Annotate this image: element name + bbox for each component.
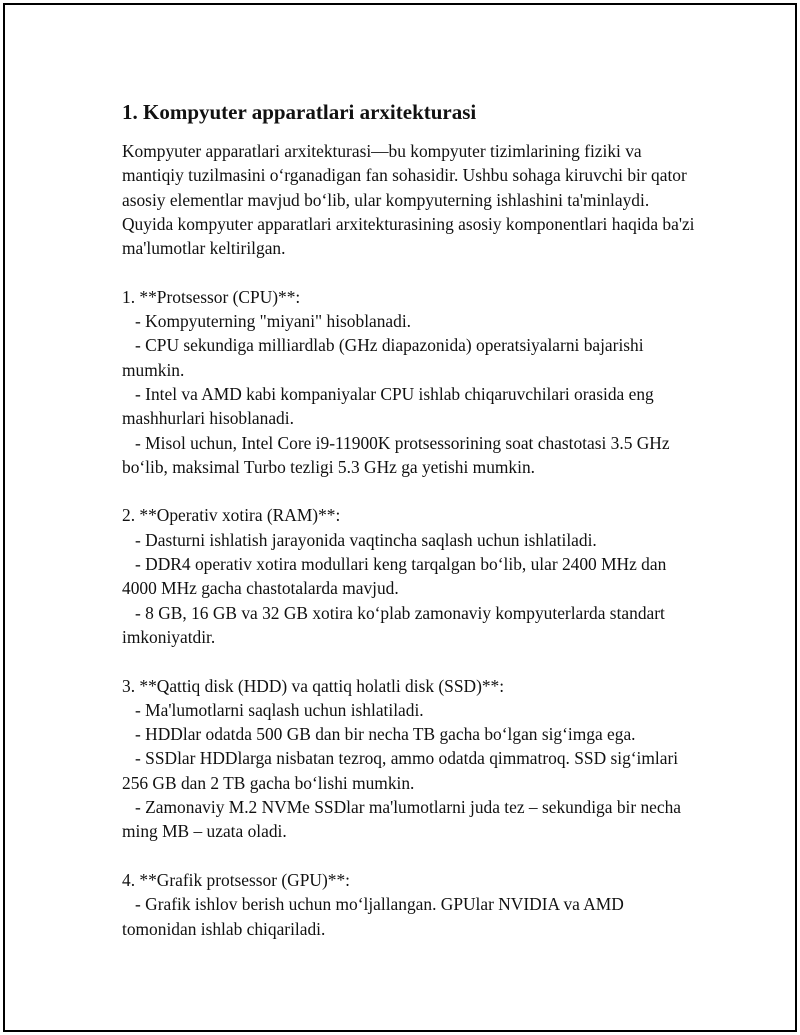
list-item: - Grafik ishlov berish uchun mo‘ljallangan. GPUlar NVIDIA va AMD tomonidan ishlab chiqariladi. [122, 894, 629, 939]
paragraph-gap [122, 649, 702, 673]
section-heading: 2. **Operativ xotira (RAM)**: [122, 505, 341, 526]
page-frame [3, 3, 797, 1032]
list-item: - Intel va AMD kabi kompaniyalar CPU ishlab chiqaruvchilari orasida eng mashhurlari hisoblanadi. [122, 383, 659, 429]
list-item: - DDR4 operativ xotira modullari keng tarqalgan bo‘lib, ular 2400 MHz dan 4000 MHz gacha chastotalarda mavjud. [122, 554, 671, 599]
list-item: - Misol uchun, Intel Core i9-11900K protsessorining soat chastotasi 3.5 GHz bo‘lib, maksimal Turbo tezligi 5.3 GHz ga yetishi mumkin. [122, 432, 674, 477]
section-heading: 3. **Qattiq disk (HDD) va qattiq holatli disk (SSD)**: [122, 675, 505, 696]
paragraph-gap [122, 844, 702, 868]
intro-paragraph: Kompyuter apparatlari arxitekturasi—bu kompyuter tizimlarining fiziki va mantiqiy tuzilmasini o‘rganadigan fan sohasidir. Ushbu sohaga kiruvchi bir qator asosiy elementlar mavjud bo‘lib, ular kompyuterning ishlashini ta'minlaydi. Quyida kompyuter apparatlari arxitekturasining asosiy komponentlari haqida ba'zi ma'lumotlar keltirilgan. [122, 141, 699, 259]
section-storage [122, 674, 702, 844]
section-heading: 4. **Grafik protsessor (GPU)**: [122, 869, 350, 890]
list-item: - HDDlar odatda 500 GB dan bir necha TB gacha bo‘lgan sig‘imga ega. [122, 724, 636, 745]
list-item: - SSDlar HDDlarga nisbatan tezroq, ammo odatda qimmatroq. SSD sig‘imlari 256 GB dan 2 TB gacha bo‘lishi mumkin. [122, 748, 683, 793]
section-heading: 1. **Protsessor (CPU)**: [122, 286, 301, 307]
list-item: - Ma'lumotlarni saqlash uchun ishlatiladi. [122, 699, 424, 720]
list-item: - Zamonaviy M.2 NVMe SSDlar ma'lumotlarni juda tez – sekundiga bir necha ming MB – uzata oladi. [122, 797, 686, 842]
list-item: - Kompyuterning "miyani" hisoblanadi. [122, 311, 412, 332]
section-ram [122, 503, 702, 649]
section-cpu [122, 285, 702, 479]
list-item: - CPU sekundiga milliardlab (GHz diapazonida) operatsiyalarni bajarishi mumkin. [122, 335, 648, 380]
list-item: - 8 GB, 16 GB va 32 GB xotira ko‘plab zamonaviy kompyuterlarda standart imkoniyatdir. [122, 602, 670, 647]
section-gpu [122, 868, 702, 941]
list-item: - Dasturni ishlatish jarayonida vaqtincha saqlash uchun ishlatiladi. [122, 529, 597, 550]
paragraph-gap [122, 479, 702, 503]
document-title: 1. Kompyuter apparatlari arxitekturasi [122, 100, 477, 124]
paragraph-gap [122, 260, 702, 284]
document-body [122, 98, 702, 941]
